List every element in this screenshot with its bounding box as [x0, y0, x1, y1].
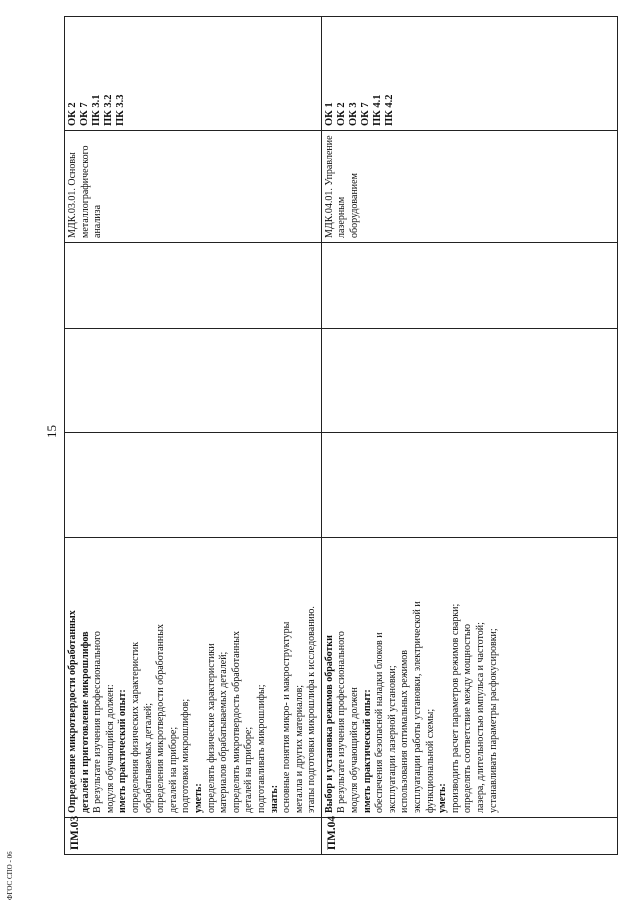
competency-code: ОК 2	[67, 102, 78, 126]
mdk-line: МДК.04.01. Управление	[323, 135, 335, 238]
body-line: определять микротвердость обработанных	[230, 631, 242, 813]
body-line: обрабатываемых деталей;	[142, 703, 154, 813]
competency-code: ОК 7	[359, 102, 371, 126]
page-number: 15	[44, 425, 59, 438]
empty-cell	[321, 243, 617, 329]
body-line: определять физические характеристики	[205, 643, 217, 813]
mdk-line: анализа	[92, 204, 104, 238]
body-line: уметь:	[437, 783, 449, 813]
body-line: устанавливать параметры расфокусировки;	[487, 628, 499, 813]
body-line: лазера, длительностью импульса и частотой;	[475, 622, 486, 813]
body-line: обеспечения безопасной наладки блоков и	[374, 632, 386, 813]
rotated-table-wrapper	[64, 17, 604, 855]
competency-code: ОК 1	[323, 102, 335, 126]
mdk-cell	[321, 131, 617, 243]
body-line: металла и других материалов;	[293, 684, 305, 813]
body-line: уметь:	[192, 783, 204, 813]
body-line: определять соответствие между мощностью	[462, 623, 474, 813]
competency-code: ОК 2	[335, 102, 347, 126]
body-line: подготовки микрошлифов;	[180, 698, 192, 813]
body-line: подготавливать микрошлифы;	[255, 684, 267, 813]
body-line: иметь практический опыт:	[361, 689, 373, 813]
empty-cell	[65, 243, 322, 329]
table-row	[65, 17, 322, 855]
empty-cell	[65, 329, 322, 433]
body-line: знать:	[268, 784, 280, 813]
body-line: функциональной схемы;	[424, 708, 436, 813]
body-line: этапы подготовки микрошлифа к исследованию.	[306, 606, 318, 813]
competencies-cell	[321, 17, 617, 131]
module-title-line: деталей и приготовление микрошлифов	[79, 631, 91, 813]
module-description	[321, 538, 617, 818]
body-line: эксплуатации работы установки, электрической и	[412, 601, 424, 813]
body-line: эксплуатации лазерной установки;	[386, 665, 398, 813]
modules-table	[64, 16, 618, 855]
table-row	[321, 17, 617, 855]
competency-code: ОК 3	[347, 102, 359, 126]
empty-cell	[321, 433, 617, 538]
body-line: использования оптимальных режимов	[399, 649, 411, 813]
competency-code: ПК 3.3	[115, 94, 126, 126]
competency-code: ПК 3.2	[103, 94, 114, 126]
module-code: ПМ.03	[65, 818, 322, 855]
body-line: определения физических характеристик	[129, 641, 141, 813]
competencies-cell	[65, 17, 322, 131]
mdk-line: МДК.03.01. Основы	[67, 152, 78, 238]
body-line: материалов обрабатываемых деталей;	[218, 651, 230, 813]
body-line: модуля обучающийся должен	[349, 687, 361, 813]
competency-code: ПК 3.1	[91, 94, 102, 126]
body-line: В результате изучения профессионального	[336, 631, 348, 813]
body-line: деталей на приборе;	[167, 726, 179, 813]
body-line: В результате изучения профессионального	[92, 631, 104, 813]
body-line: деталей на приборе;	[243, 726, 255, 813]
footer-code: ФГОС СПО - 06	[6, 851, 14, 900]
competency-code: ОК 7	[79, 102, 90, 126]
competency-code: ПК 4.1	[371, 94, 383, 126]
empty-cell	[65, 433, 322, 538]
competency-code: ПК 4.2	[383, 94, 395, 126]
empty-cell	[321, 329, 617, 433]
mdk-line: металлографического	[79, 145, 91, 238]
body-line: модуля обучающийся должен:	[104, 684, 116, 813]
module-code: ПМ.04	[321, 818, 617, 855]
mdk-cell	[65, 131, 322, 243]
body-line: определения микротвердости обработанных	[155, 624, 167, 813]
module-title-line: Выбор и установка режимов обработки	[323, 635, 335, 813]
module-title-line: Определение микротвердости обработанных	[67, 610, 78, 813]
body-line: основные понятия микро- и макроструктуры	[281, 621, 293, 813]
body-line: производить расчет параметров режимов сварки;	[449, 603, 461, 813]
body-line: иметь практический опыт:	[117, 689, 129, 813]
module-description	[65, 538, 322, 818]
mdk-line: оборудованием	[349, 173, 361, 238]
mdk-line: лазерным	[336, 196, 348, 238]
